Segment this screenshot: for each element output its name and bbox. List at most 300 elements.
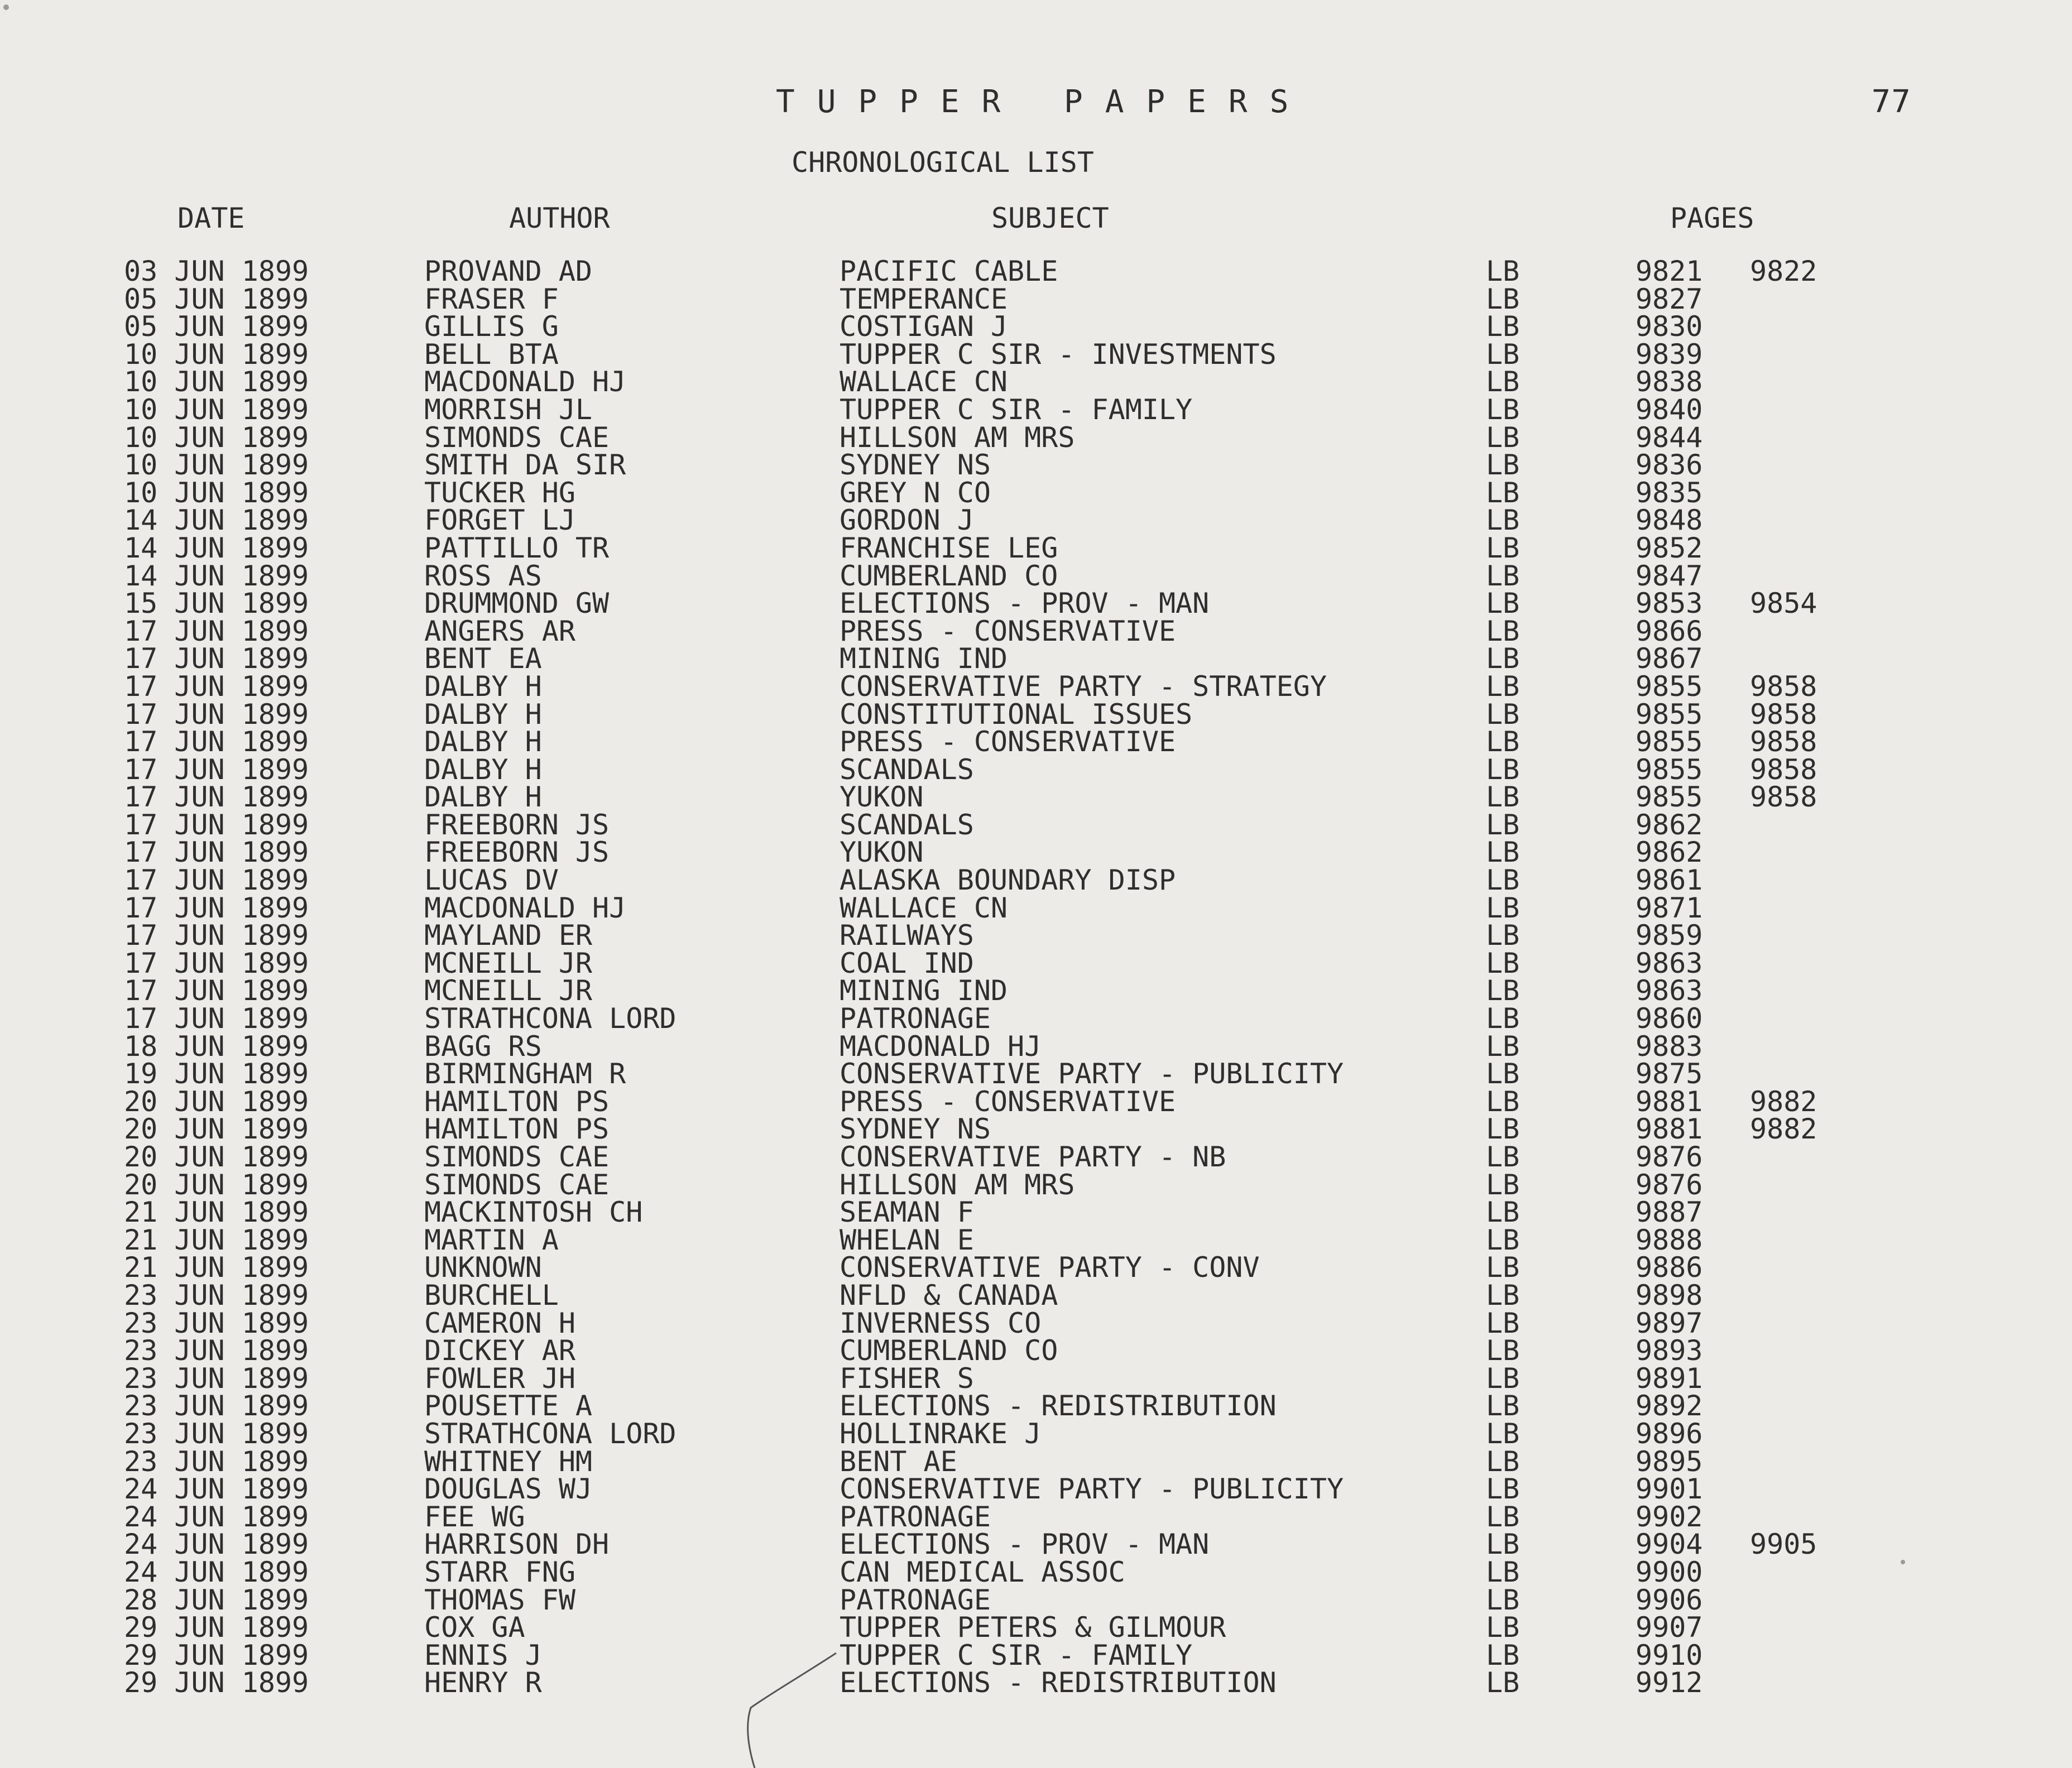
entry-location: LB xyxy=(1486,1390,1520,1423)
entry-page-start: 9847 xyxy=(1635,559,1703,592)
table-row xyxy=(0,1279,2072,1311)
table-row xyxy=(0,1417,2072,1450)
entry-location: LB xyxy=(1486,864,1520,897)
column-header-subject: SUBJECT xyxy=(991,202,1109,234)
entry-location: LB xyxy=(1486,1085,1520,1118)
entry-location: LB xyxy=(1486,587,1520,620)
table-row xyxy=(0,947,2072,979)
entry-location: LB xyxy=(1486,1666,1520,1699)
table-row xyxy=(0,781,2072,814)
entry-location: LB xyxy=(1486,1279,1520,1311)
entry-date: 17 JUN 1899 xyxy=(124,864,309,897)
entry-page-start: 9881 xyxy=(1635,1085,1703,1118)
entry-subject: GREY N CO xyxy=(840,476,991,509)
entry-location: LB xyxy=(1486,1417,1520,1450)
entry-date: 21 JUN 1899 xyxy=(124,1223,309,1256)
table-row xyxy=(0,670,2072,703)
entry-date: 19 JUN 1899 xyxy=(124,1058,309,1090)
entry-page-start: 9844 xyxy=(1635,421,1703,454)
table-row xyxy=(0,891,2072,924)
entry-location: LB xyxy=(1486,1473,1520,1506)
column-header-author: AUTHOR xyxy=(509,202,610,234)
entry-subject: YUKON xyxy=(840,781,924,814)
entry-date: 24 JUN 1899 xyxy=(124,1555,309,1588)
entry-page-start: 9901 xyxy=(1635,1473,1703,1506)
entry-page-end: 9854 xyxy=(1750,587,1817,620)
entry-subject: PATRONAGE xyxy=(840,1500,991,1533)
entry-location: LB xyxy=(1486,1002,1520,1035)
entry-subject: FRANCHISE LEG xyxy=(840,531,1058,564)
entry-date: 17 JUN 1899 xyxy=(124,836,309,869)
entry-location: LB xyxy=(1486,1196,1520,1229)
entry-location: LB xyxy=(1486,1445,1520,1478)
entry-subject: PATRONAGE xyxy=(840,1002,991,1035)
entry-date: 23 JUN 1899 xyxy=(124,1279,309,1311)
entry-author: HAMILTON PS xyxy=(424,1113,610,1146)
table-row xyxy=(0,421,2072,454)
entry-author: DOUGLAS WJ xyxy=(424,1473,593,1506)
table-row xyxy=(0,1085,2072,1118)
entry-author: ROSS AS xyxy=(424,559,542,592)
entry-subject: CONSERVATIVE PARTY - CONV xyxy=(840,1251,1260,1284)
entry-location: LB xyxy=(1486,891,1520,924)
table-row xyxy=(0,449,2072,482)
entry-author: TUCKER HG xyxy=(424,476,575,509)
entry-date: 17 JUN 1899 xyxy=(124,726,309,758)
entry-author: WHITNEY HM xyxy=(424,1445,593,1478)
entry-subject: MINING IND xyxy=(840,974,1008,1007)
table-row xyxy=(0,753,2072,786)
entry-location: LB xyxy=(1486,1251,1520,1284)
entry-subject: PRESS - CONSERVATIVE xyxy=(840,1085,1176,1118)
entry-location: LB xyxy=(1486,642,1520,675)
entry-page-start: 9862 xyxy=(1635,836,1703,869)
entry-page-start: 9892 xyxy=(1635,1390,1703,1423)
table-row xyxy=(0,808,2072,841)
entry-subject: WHELAN E xyxy=(840,1223,974,1256)
entry-subject: HILLSON AM MRS xyxy=(840,421,1075,454)
entry-date: 29 JUN 1899 xyxy=(124,1639,309,1671)
entry-author: MACDONALD HJ xyxy=(424,366,626,398)
table-row xyxy=(0,1390,2072,1423)
entry-page-start: 9883 xyxy=(1635,1030,1703,1063)
entry-subject: CONSERVATIVE PARTY - PUBLICITY xyxy=(840,1058,1344,1090)
entry-location: LB xyxy=(1486,559,1520,592)
entry-date: 14 JUN 1899 xyxy=(124,559,309,592)
entry-location: LB xyxy=(1486,504,1520,537)
entry-page-start: 9855 xyxy=(1635,753,1703,786)
entry-page-start: 9887 xyxy=(1635,1196,1703,1229)
entry-page-end: 9858 xyxy=(1750,781,1817,814)
entry-location: LB xyxy=(1486,698,1520,731)
entry-date: 17 JUN 1899 xyxy=(124,698,309,731)
entry-author: DALBY H xyxy=(424,726,542,758)
entry-location: LB xyxy=(1486,919,1520,952)
entry-subject: TUPPER C SIR - FAMILY xyxy=(840,393,1193,426)
entry-page-start: 9852 xyxy=(1635,531,1703,564)
entry-page-start: 9862 xyxy=(1635,808,1703,841)
table-row xyxy=(0,1113,2072,1146)
entry-location: LB xyxy=(1486,1528,1520,1561)
table-row xyxy=(0,1362,2072,1395)
entry-date: 05 JUN 1899 xyxy=(124,282,309,315)
entry-author: GILLIS G xyxy=(424,310,559,343)
entry-location: LB xyxy=(1486,1058,1520,1090)
entry-author: THOMAS FW xyxy=(424,1583,575,1616)
entry-author: FEE WG xyxy=(424,1500,525,1533)
table-row xyxy=(0,1473,2072,1506)
entry-location: LB xyxy=(1486,947,1520,979)
entry-subject: TEMPERANCE xyxy=(840,282,1008,315)
entry-subject: PATRONAGE xyxy=(840,1583,991,1616)
entry-subject: HILLSON AM MRS xyxy=(840,1168,1075,1201)
table-row xyxy=(0,282,2072,315)
table-row xyxy=(0,559,2072,592)
entry-date: 23 JUN 1899 xyxy=(124,1417,309,1450)
entry-author: HENRY R xyxy=(424,1666,542,1699)
scan-speck xyxy=(3,4,9,10)
entry-subject: INVERNESS CO xyxy=(840,1306,1042,1339)
entry-location: LB xyxy=(1486,1639,1520,1671)
entry-author: PROVAND AD xyxy=(424,255,593,287)
entry-subject: MINING IND xyxy=(840,642,1008,675)
entry-author: MCNEILL JR xyxy=(424,947,593,979)
entry-subject: ELECTIONS - PROV - MAN xyxy=(840,587,1210,620)
entry-date: 28 JUN 1899 xyxy=(124,1583,309,1616)
entry-author: MACDONALD HJ xyxy=(424,891,626,924)
entry-subject: FISHER S xyxy=(840,1362,974,1395)
entry-page-end: 9858 xyxy=(1750,753,1817,786)
table-row xyxy=(0,1445,2072,1478)
entry-subject: PRESS - CONSERVATIVE xyxy=(840,726,1176,758)
entry-subject: CONSERVATIVE PARTY - PUBLICITY xyxy=(840,1473,1344,1506)
entry-date: 17 JUN 1899 xyxy=(124,753,309,786)
entry-date: 17 JUN 1899 xyxy=(124,919,309,952)
table-row xyxy=(0,614,2072,647)
entry-date: 24 JUN 1899 xyxy=(124,1528,309,1561)
table-row xyxy=(0,255,2072,287)
entry-page-start: 9875 xyxy=(1635,1058,1703,1090)
entry-subject: YUKON xyxy=(840,836,924,869)
table-row xyxy=(0,1639,2072,1671)
entry-author: BIRMINGHAM R xyxy=(424,1058,626,1090)
entry-subject: CONSERVATIVE PARTY - STRATEGY xyxy=(840,670,1327,703)
entry-date: 23 JUN 1899 xyxy=(124,1445,309,1478)
entry-subject: COAL IND xyxy=(840,947,974,979)
entry-page-end: 9858 xyxy=(1750,670,1817,703)
entry-author: STRATHCONA LORD xyxy=(424,1002,677,1035)
entry-author: MARTIN A xyxy=(424,1223,559,1256)
table-row xyxy=(0,1555,2072,1588)
entry-location: LB xyxy=(1486,808,1520,841)
entry-date: 18 JUN 1899 xyxy=(124,1030,309,1063)
entry-location: LB xyxy=(1486,449,1520,482)
entry-date: 17 JUN 1899 xyxy=(124,974,309,1007)
scan-speck xyxy=(1901,1560,1905,1564)
entry-date: 14 JUN 1899 xyxy=(124,504,309,537)
entry-subject: SYDNEY NS xyxy=(840,1113,991,1146)
entry-page-start: 9906 xyxy=(1635,1583,1703,1616)
entry-author: FREEBORN JS xyxy=(424,808,610,841)
table-row xyxy=(0,1060,2072,1088)
entry-location: LB xyxy=(1486,1030,1520,1063)
entry-date: 10 JUN 1899 xyxy=(124,421,309,454)
entry-location: LB xyxy=(1486,753,1520,786)
entry-location: LB xyxy=(1486,1141,1520,1173)
entry-subject: TUPPER C SIR - FAMILY xyxy=(840,1639,1193,1671)
table-row xyxy=(0,1666,2072,1699)
entry-subject: SCANDALS xyxy=(840,808,974,841)
entry-page-start: 9891 xyxy=(1635,1362,1703,1395)
entry-date: 21 JUN 1899 xyxy=(124,1196,309,1229)
entry-page-start: 9855 xyxy=(1635,781,1703,814)
table-row xyxy=(0,1002,2072,1035)
entry-page-start: 9839 xyxy=(1635,338,1703,371)
entry-subject: GORDON J xyxy=(840,504,974,537)
entry-location: LB xyxy=(1486,421,1520,454)
entry-author: LUCAS DV xyxy=(424,864,559,897)
entry-page-start: 9876 xyxy=(1635,1141,1703,1173)
entry-page-start: 9855 xyxy=(1635,670,1703,703)
entry-subject: PACIFIC CABLE xyxy=(840,255,1058,287)
entry-page-start: 9888 xyxy=(1635,1223,1703,1256)
entry-date: 20 JUN 1899 xyxy=(124,1141,309,1173)
entry-author: SIMONDS CAE xyxy=(424,421,610,454)
entry-author: SIMONDS CAE xyxy=(424,1168,610,1201)
entry-location: LB xyxy=(1486,974,1520,1007)
table-row xyxy=(0,698,2072,731)
entry-date: 17 JUN 1899 xyxy=(124,670,309,703)
table-row xyxy=(0,642,2072,675)
entry-page-start: 9838 xyxy=(1635,366,1703,398)
entry-date: 15 JUN 1899 xyxy=(124,587,309,620)
entry-author: ENNIS J xyxy=(424,1639,542,1671)
entry-page-start: 9867 xyxy=(1635,642,1703,675)
entry-date: 23 JUN 1899 xyxy=(124,1306,309,1339)
entry-subject: CAN MEDICAL ASSOC xyxy=(840,1555,1125,1588)
entry-page-start: 9900 xyxy=(1635,1555,1703,1588)
entry-location: LB xyxy=(1486,1500,1520,1533)
entry-subject: MACDONALD HJ xyxy=(840,1030,1042,1063)
entry-page-start: 9840 xyxy=(1635,393,1703,426)
entry-location: LB xyxy=(1486,1583,1520,1616)
entry-location: LB xyxy=(1486,670,1520,703)
entry-author: MACKINTOSH CH xyxy=(424,1196,643,1229)
document-subtitle: CHRONOLOGICAL LIST xyxy=(792,146,1094,179)
entry-page-start: 9902 xyxy=(1635,1500,1703,1533)
entry-date: 17 JUN 1899 xyxy=(124,808,309,841)
column-header-pages: PAGES xyxy=(1670,202,1754,234)
entry-author: FREEBORN JS xyxy=(424,836,610,869)
entry-location: LB xyxy=(1486,338,1520,371)
entry-author: CAMERON H xyxy=(424,1306,575,1339)
entry-page-start: 9881 xyxy=(1635,1113,1703,1146)
entry-author: STARR FNG xyxy=(424,1555,575,1588)
entry-location: LB xyxy=(1486,255,1520,287)
entry-page-start: 9893 xyxy=(1635,1334,1703,1367)
entry-author: PATTILLO TR xyxy=(424,531,610,564)
entry-date: 21 JUN 1899 xyxy=(124,1251,309,1284)
entry-author: FOWLER JH xyxy=(424,1362,575,1395)
table-row xyxy=(0,1611,2072,1644)
entry-page-start: 9871 xyxy=(1635,891,1703,924)
entry-subject: ALASKA BOUNDARY DISP xyxy=(840,864,1176,897)
entry-subject: SYDNEY NS xyxy=(840,449,991,482)
entry-page-start: 9907 xyxy=(1635,1611,1703,1644)
entry-page-start: 9836 xyxy=(1635,449,1703,482)
entry-page-start: 9830 xyxy=(1635,310,1703,343)
entry-date: 05 JUN 1899 xyxy=(124,310,309,343)
table-row xyxy=(0,728,2072,756)
entry-subject: CONSTITUTIONAL ISSUES xyxy=(840,698,1193,731)
entry-subject: BENT AE xyxy=(840,1445,957,1478)
table-row xyxy=(0,1334,2072,1367)
entry-location: LB xyxy=(1486,781,1520,814)
entry-page-end: 9882 xyxy=(1750,1085,1817,1118)
entry-location: LB xyxy=(1486,726,1520,758)
entry-date: 17 JUN 1899 xyxy=(124,947,309,979)
entry-location: LB xyxy=(1486,836,1520,869)
entry-subject: CONSERVATIVE PARTY - NB xyxy=(840,1141,1226,1173)
entry-date: 17 JUN 1899 xyxy=(124,614,309,647)
entry-location: LB xyxy=(1486,1611,1520,1644)
table-row xyxy=(0,1030,2072,1063)
entry-page-start: 9910 xyxy=(1635,1639,1703,1671)
entry-author: HARRISON DH xyxy=(424,1528,610,1561)
table-row xyxy=(0,1583,2072,1616)
table-row xyxy=(0,1500,2072,1533)
table-row xyxy=(0,1306,2072,1339)
entry-date: 17 JUN 1899 xyxy=(124,781,309,814)
chronological-list xyxy=(0,255,2072,1699)
entry-page-start: 9863 xyxy=(1635,974,1703,1007)
entry-author: DALBY H xyxy=(424,753,542,786)
entry-page-start: 9855 xyxy=(1635,698,1703,731)
entry-subject: CUMBERLAND CO xyxy=(840,559,1058,592)
document-title: TUPPER PAPERS xyxy=(776,84,1311,120)
entry-page-start: 9861 xyxy=(1635,864,1703,897)
entry-date: 23 JUN 1899 xyxy=(124,1390,309,1423)
table-row xyxy=(0,393,2072,426)
entry-date: 20 JUN 1899 xyxy=(124,1113,309,1146)
page-number: 77 xyxy=(1871,84,1911,120)
entry-subject: ELECTIONS - PROV - MAN xyxy=(840,1528,1210,1561)
entry-location: LB xyxy=(1486,1334,1520,1367)
entry-author: FORGET LJ xyxy=(424,504,575,537)
entry-date: 03 JUN 1899 xyxy=(124,255,309,287)
entry-page-start: 9821 xyxy=(1635,255,1703,287)
entry-page-start: 9855 xyxy=(1635,726,1703,758)
entry-author: BELL BTA xyxy=(424,338,559,371)
entry-page-start: 9827 xyxy=(1635,282,1703,315)
entry-author: MAYLAND ER xyxy=(424,919,593,952)
entry-page-start: 9860 xyxy=(1635,1002,1703,1035)
entry-author: UNKNOWN xyxy=(424,1251,542,1284)
table-row xyxy=(0,919,2072,952)
entry-author: BURCHELL xyxy=(424,1279,559,1311)
table-row xyxy=(0,338,2072,371)
entry-location: LB xyxy=(1486,1168,1520,1201)
entry-page-start: 9904 xyxy=(1635,1528,1703,1561)
entry-date: 10 JUN 1899 xyxy=(124,476,309,509)
entry-subject: ELECTIONS - REDISTRIBUTION xyxy=(840,1390,1277,1423)
table-row xyxy=(0,504,2072,537)
entry-date: 14 JUN 1899 xyxy=(124,531,309,564)
entry-page-start: 9886 xyxy=(1635,1251,1703,1284)
entry-page-start: 9897 xyxy=(1635,1306,1703,1339)
entry-date: 29 JUN 1899 xyxy=(124,1666,309,1699)
entry-location: LB xyxy=(1486,310,1520,343)
table-row xyxy=(0,974,2072,1007)
entry-date: 24 JUN 1899 xyxy=(124,1473,309,1506)
entry-author: HAMILTON PS xyxy=(424,1085,610,1118)
entry-page-start: 9898 xyxy=(1635,1279,1703,1311)
entry-page-end: 9858 xyxy=(1750,698,1817,731)
entry-author: ANGERS AR xyxy=(424,614,575,647)
table-row xyxy=(0,836,2072,869)
table-row xyxy=(0,1196,2072,1229)
entry-page-end: 9905 xyxy=(1750,1528,1817,1561)
entry-location: LB xyxy=(1486,476,1520,509)
entry-page-start: 9876 xyxy=(1635,1168,1703,1201)
entry-location: LB xyxy=(1486,1362,1520,1395)
entry-location: LB xyxy=(1486,1306,1520,1339)
entry-page-start: 9848 xyxy=(1635,504,1703,537)
entry-subject: WALLACE CN xyxy=(840,891,1008,924)
entry-date: 10 JUN 1899 xyxy=(124,366,309,398)
entry-location: LB xyxy=(1486,1555,1520,1588)
entry-date: 29 JUN 1899 xyxy=(124,1611,309,1644)
entry-page-start: 9912 xyxy=(1635,1666,1703,1699)
entry-location: LB xyxy=(1486,282,1520,315)
entry-author: BAGG RS xyxy=(424,1030,542,1063)
entry-date: 10 JUN 1899 xyxy=(124,449,309,482)
entry-author: DALBY H xyxy=(424,670,542,703)
entry-page-start: 9853 xyxy=(1635,587,1703,620)
table-row xyxy=(0,1251,2072,1284)
entry-location: LB xyxy=(1486,393,1520,426)
table-row xyxy=(0,1168,2072,1201)
entry-page-start: 9866 xyxy=(1635,614,1703,647)
entry-date: 10 JUN 1899 xyxy=(124,393,309,426)
table-row xyxy=(0,1141,2072,1173)
entry-date: 24 JUN 1899 xyxy=(124,1500,309,1533)
entry-subject: WALLACE CN xyxy=(840,366,1008,398)
entry-location: LB xyxy=(1486,531,1520,564)
entry-date: 23 JUN 1899 xyxy=(124,1362,309,1395)
entry-date: 17 JUN 1899 xyxy=(124,642,309,675)
entry-subject: ELECTIONS - REDISTRIBUTION xyxy=(840,1666,1277,1699)
entry-subject: CUMBERLAND CO xyxy=(840,1334,1058,1367)
entry-date: 17 JUN 1899 xyxy=(124,1002,309,1035)
table-row xyxy=(0,1528,2072,1561)
entry-author: DRUMMOND GW xyxy=(424,587,610,620)
entry-page-start: 9895 xyxy=(1635,1445,1703,1478)
table-row xyxy=(0,1223,2072,1256)
entry-subject: SEAMAN F xyxy=(840,1196,974,1229)
entry-author: MCNEILL JR xyxy=(424,974,593,1007)
entry-subject: HOLLINRAKE J xyxy=(840,1417,1042,1450)
entry-author: SIMONDS CAE xyxy=(424,1141,610,1173)
entry-page-end: 9822 xyxy=(1750,255,1817,287)
entry-location: LB xyxy=(1486,1113,1520,1146)
entry-subject: PRESS - CONSERVATIVE xyxy=(840,614,1176,647)
table-row xyxy=(0,310,2072,343)
entry-date: 20 JUN 1899 xyxy=(124,1168,309,1201)
entry-author: SMITH DA SIR xyxy=(424,449,626,482)
entry-author: COX GA xyxy=(424,1611,525,1644)
entry-author: FRASER F xyxy=(424,282,559,315)
